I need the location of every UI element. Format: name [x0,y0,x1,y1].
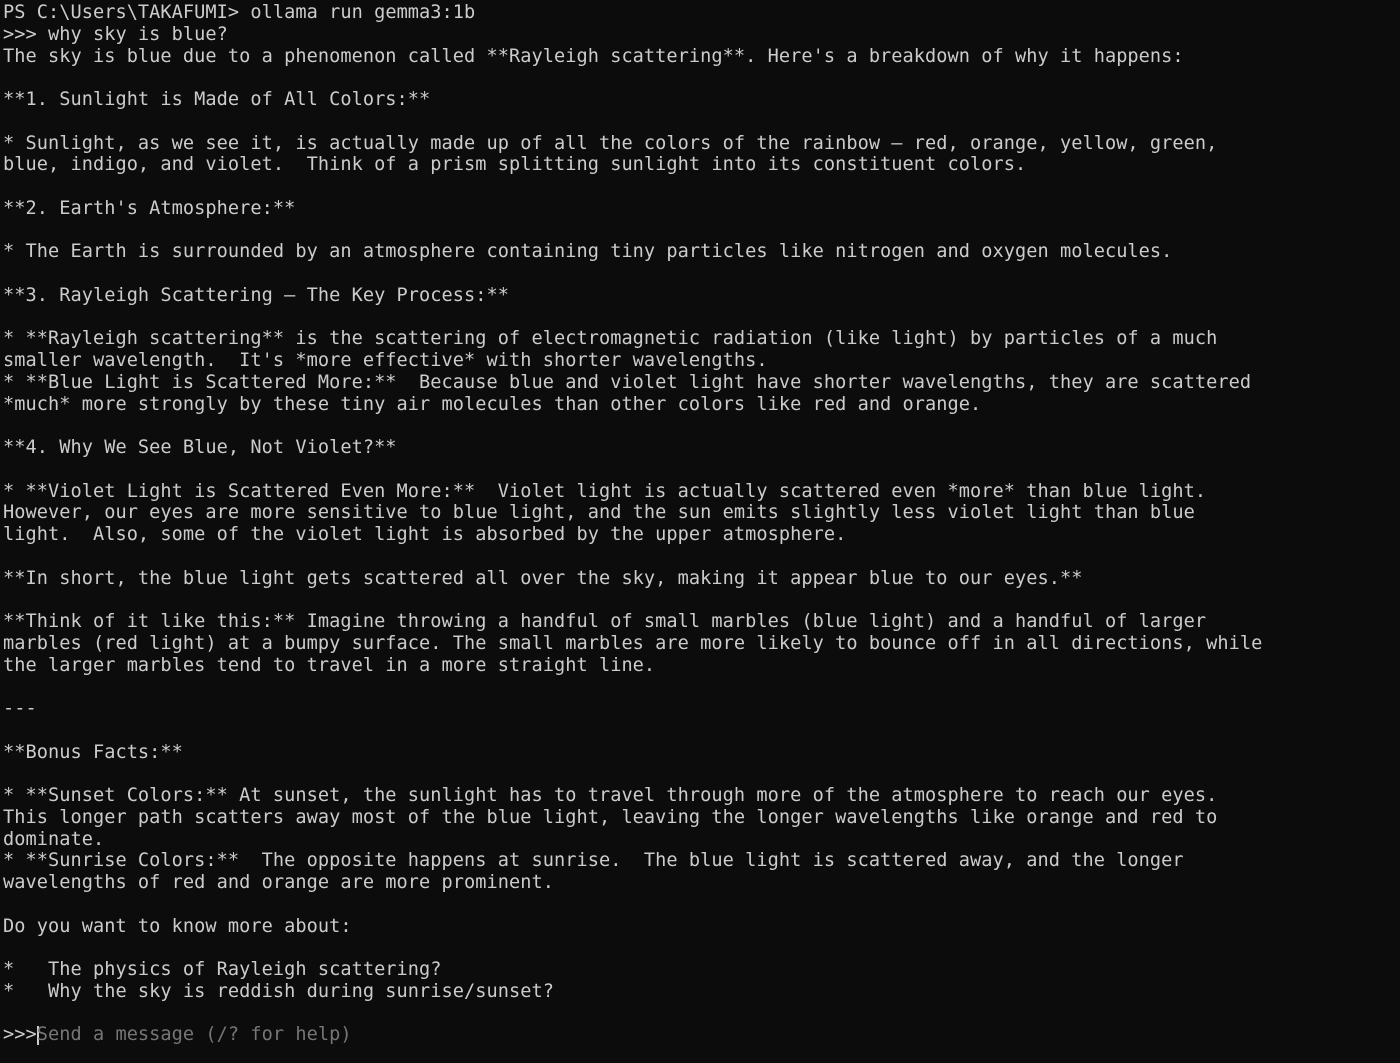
response-line: * Why the sky is reddish during sunrise/sunset? [3,980,554,1002]
response-line: * The physics of Rayleigh scattering? [3,959,442,980]
response-line [3,111,1400,133]
response-line [3,263,1400,285]
response-line [3,894,1400,916]
response-line: the larger marbles tend to travel in a more straight line. [3,654,656,676]
shell-command-line [3,2,1400,24]
response-line: * Sunlight, as we see it, is actually made up of all the colors of the rainbow – red, orange, yellow, green, [3,132,1218,154]
response-line: * **Violet Light is Scattered Even More:** Violet light is actually scattered even *more* than blue light. [3,480,1207,502]
response-line [3,937,1400,959]
response-line: * The Earth is surrounded by an atmosphere containing tiny particles like nitrogen and oxygen molecules. [3,241,1173,263]
response-line: The sky is blue due to a phenomenon called **Rayleigh scattering**. Here's a breakdown of why it happens: [3,45,1184,67]
response-line: **In short, the blue light gets scattered all over the sky, making it appear blue to our eyes.** [3,567,1083,589]
response-line [3,220,1400,242]
response-line: * **Rayleigh scattering** is the scattering of electromagnetic radiation (like light) by particles of a much [3,328,1218,350]
response-line: This longer path scatters away most of the blue light, leaving the longer wavelengths like orange and red to [3,806,1218,828]
shell-prompt: PS C:\Users\TAKAFUMI> [3,2,240,23]
response-line: **1. Sunlight is Made of All Colors:** [3,89,431,110]
user-question-line [3,24,1400,46]
response-line [3,589,1400,611]
response-line: Do you want to know more about: [3,915,352,937]
response-line: *much* more strongly by these tiny air molecules than other colors like red and orange. [3,393,982,415]
response-line [3,176,1400,198]
response-line [3,676,1400,698]
message-input-row[interactable] [3,1024,1400,1046]
response-line [3,763,1400,785]
response-line [3,307,1400,329]
response-line: --- [3,698,37,719]
response-line: **Bonus Facts:** [3,741,183,763]
response-line [3,1003,1400,1025]
response-line [3,459,1400,481]
response-line: smaller wavelength. It's *more effective* with shorter wavelengths. [3,350,768,371]
response-line [3,720,1400,742]
response-line: dominate. [3,828,105,850]
message-input-placeholder: Send a message (/? for help) [36,1024,352,1046]
response-line: * **Sunset Colors:** At sunset, the sunlight has to travel through more of the atmosphere to reach our eyes. [3,785,1218,806]
response-line [3,67,1400,89]
input-prompt-marker: >>> [3,1024,37,1046]
response-line: marbles (red light) at a bumpy surface. The small marbles are more likely to bounce off in all directions, while [3,632,1263,654]
user-question: why sky is blue? [47,23,228,45]
response-line: blue, indigo, and violet. Think of a prism splitting sunlight into its constituent colors. [3,154,1027,176]
response-line: wavelengths of red and orange are more prominent. [3,872,554,893]
response-line: **4. Why We See Blue, Not Violet?** [3,437,397,458]
response-line: * **Blue Light is Scattered More:** Because blue and violet light have shorter wavelengths, they are scattered [3,371,1252,393]
response-line [3,546,1400,568]
response-line: * **Sunrise Colors:** The opposite happens at sunrise. The blue light is scattered away, and the longer [3,850,1184,872]
response-line: light. Also, some of the violet light is absorbed by the upper atmosphere. [3,524,847,545]
response-line: **2. Earth's Atmosphere:** [3,197,296,219]
response-line: **Think of it like this:** Imagine throwing a handful of small marbles (blue light) and a handful of larger [3,611,1207,632]
message-input[interactable] [37,1024,352,1046]
model-response [3,46,1400,1025]
shell-command: ollama run gemma3:1b [250,2,476,23]
response-line: However, our eyes are more sensitive to blue light, and the sun emits slightly less violet light than blue [3,502,1195,524]
response-line: **3. Rayleigh Scattering – The Key Process:** [3,284,509,306]
response-line [3,415,1400,437]
user-prompt-marker: >>> [3,23,37,45]
